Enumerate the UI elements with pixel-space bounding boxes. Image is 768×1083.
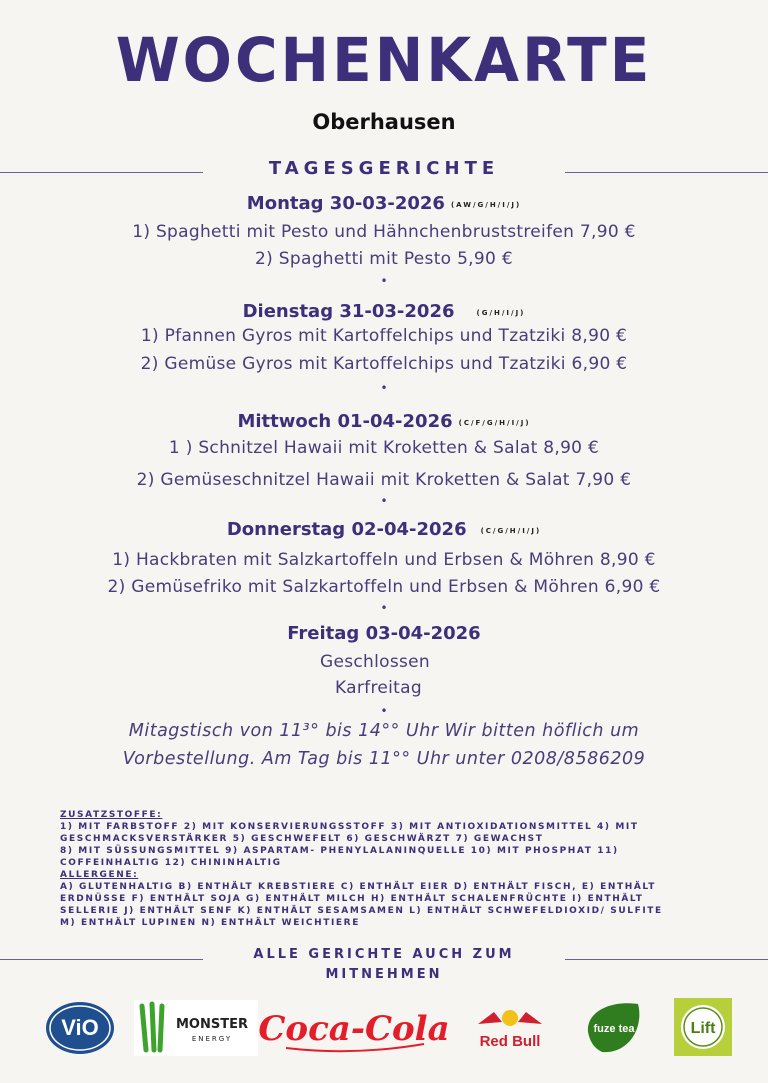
page-title: WOCHENKARTE	[115, 24, 653, 96]
day-heading-wednesday	[0, 411, 768, 432]
dish-item: 1 ) Schnitzel Hawaii mit Kroketten & Salat 8,90 €	[168, 438, 600, 458]
additives-line: COFFEINHALTIG 12) CHININHALTIG	[60, 858, 282, 868]
day-label: Dienstag 31-03-2026	[242, 301, 455, 322]
allergens-heading: ALLERGENE:	[60, 870, 139, 880]
red-bull-logo-text: Red Bull	[479, 1033, 541, 1050]
additives-block	[60, 809, 663, 929]
separator-bullet: •	[380, 601, 388, 615]
allergens-line: SELLERIE J) ENTHÄLT SENF K) ENTHÄLT SESAMSAMEN L) ENTHÄLT SCHWEFELDIOXID/ SULFITE	[60, 906, 663, 916]
allergens-line: M) ENTHÄLT LUPINEN N) ENTHÄLT WEICHTIERE	[60, 918, 360, 928]
dish-item: 1) Spaghetti mit Pesto und Hähnchenbruststreifen 7,90 €	[132, 222, 636, 242]
additives-line: 1) MIT FARBSTOFF 2) MIT KONSERVIERUNGSSTOFF 3) MIT ANTIOXIDATIONSMITTEL 4) MIT	[60, 822, 639, 832]
monster-logo-subtext: ENERGY	[191, 1035, 233, 1043]
additives-line: 8) MIT SÜSSUNGSMITTEL 9) ASPARTAM- PHENYLALANINQUELLE 10) MIT PHOSPHAT 11)	[60, 846, 619, 856]
allergens-line: A) GLUTENHALTIG B) ENTHÄLT KREBSTIERE C) ENTHÄLT EIER D) ENTHÄLT FISCH, E) ENTHÄLT	[60, 882, 656, 892]
vio-logo-text: ViO	[61, 1015, 99, 1040]
dish-item: 2) Gemüse Gyros mit Kartoffelchips und Tzatziki 6,90 €	[140, 354, 628, 374]
day-heading-monday	[0, 193, 768, 214]
takeaway-line: ALLE GERICHTE AUCH ZUM	[253, 947, 515, 962]
allergen-codes: (AW/G/H/I/J)	[450, 201, 522, 209]
dish-item: Karfreitag	[335, 678, 422, 698]
day-label: Freitag 03-04-2026	[287, 623, 481, 644]
dish-item: 2) Gemüseschnitzel Hawaii mit Kroketten & Salat 7,90 €	[136, 470, 632, 490]
lift-logo	[674, 998, 732, 1056]
separator-bullet: •	[380, 704, 388, 718]
day-heading-thursday	[0, 519, 768, 540]
day-label: Montag 30-03-2026	[246, 193, 445, 214]
monster-logo-text: MONSTER	[176, 1017, 248, 1032]
additives-heading: ZUSATZSTOFFE:	[60, 810, 163, 820]
separator-bullet: •	[380, 494, 388, 508]
allergen-codes: (G/H/I/J)	[476, 309, 526, 317]
section-title: TAGESGERICHTE	[268, 158, 500, 179]
fuze-tea-logo	[582, 998, 646, 1058]
coca-cola-logo	[258, 998, 450, 1058]
dish-item: 1) Hackbraten mit Salzkartoffeln und Erbsen & Möhren 8,90 €	[112, 550, 656, 570]
takeaway-line: MITNEHMEN	[325, 967, 443, 982]
dish-item: 2) Gemüsefriko mit Salzkartoffeln und Erbsen & Möhren 6,90 €	[107, 577, 661, 597]
additives-line: GESCHMACKSVERSTÄRKER 5) GESCHWEFELT 6) GESCHWÄRZT 7) GEWACHST	[60, 834, 544, 844]
dish-item: Geschlossen	[320, 652, 430, 672]
separator-bullet: •	[380, 274, 388, 288]
vio-logo	[44, 999, 116, 1057]
monster-energy-logo	[134, 1000, 258, 1056]
coca-cola-logo-text: Coca-Cola	[258, 1009, 450, 1049]
separator-bullet: •	[380, 381, 388, 395]
day-heading-friday	[0, 623, 768, 644]
red-bull-logo	[472, 1002, 548, 1054]
allergens-line: ERDNÜSSE F) ENTHÄLT SOJA G) ENTHÄLT MILCH H) ENTHÄLT SCHALENFRÜCHTE I) ENTHÄLT	[60, 894, 644, 904]
lunch-hours-note: Mitagstisch von 11³° bis 14°° Uhr Wir bitten höflich um	[128, 721, 640, 741]
day-heading-tuesday	[0, 301, 768, 322]
dish-item: 2) Spaghetti mit Pesto 5,90 €	[255, 249, 513, 269]
lift-logo-text: Lift	[690, 1020, 716, 1037]
takeaway-note	[0, 945, 768, 985]
location-subtitle: Oberhausen	[312, 110, 456, 134]
allergen-codes: (C/F/G/H/I/J)	[458, 419, 531, 427]
day-label: Mittwoch 01-04-2026	[237, 411, 453, 432]
preorder-note: Vorbestellung. Am Tag bis 11°° Uhr unter 0208/8586209	[122, 749, 646, 769]
dish-item: 1) Pfannen Gyros mit Kartoffelchips und Tzatziki 8,90 €	[140, 326, 628, 346]
allergen-codes: (C/G/H/I/J)	[480, 527, 542, 535]
fuze-tea-logo-text: fuze tea	[593, 1023, 635, 1035]
day-label: Donnerstag 02-04-2026	[226, 519, 467, 540]
